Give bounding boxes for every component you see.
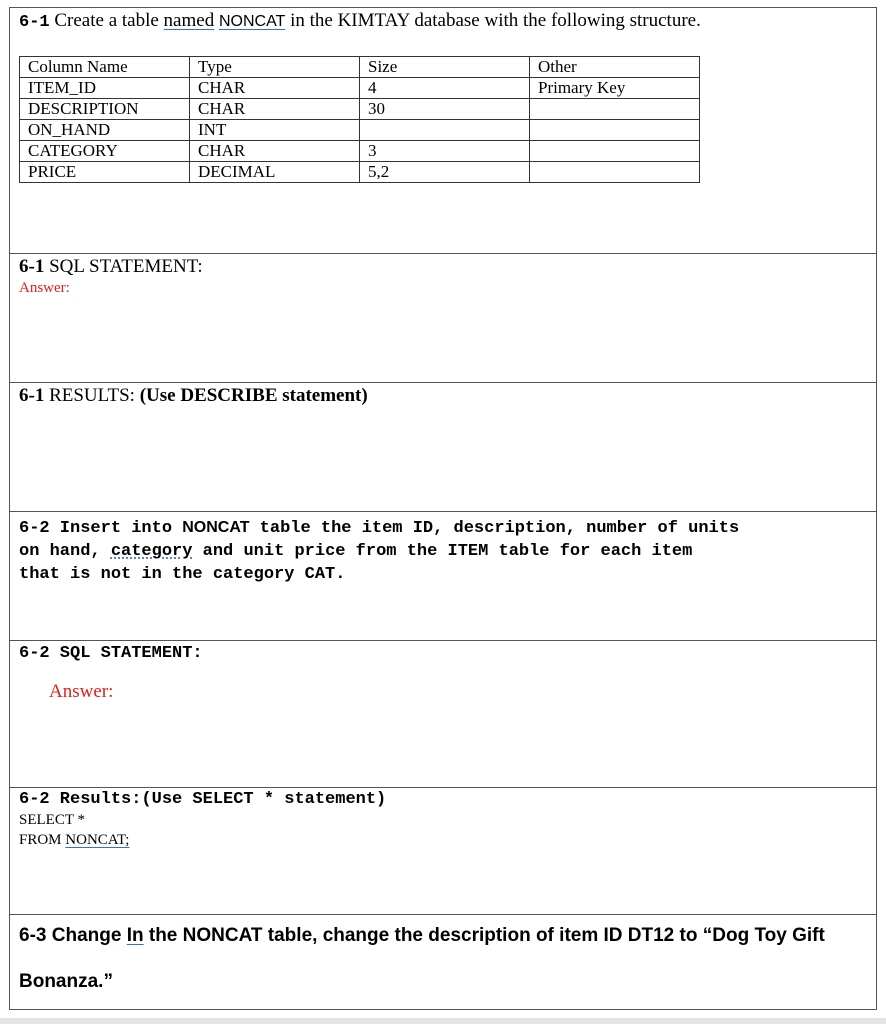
- table-cell: 3: [360, 141, 530, 162]
- table-cell: INT: [190, 120, 360, 141]
- table-cell: 4: [360, 78, 530, 99]
- section-6-1-sql: [10, 254, 876, 383]
- table-cell: CHAR: [190, 141, 360, 162]
- question-number: 6-1: [19, 385, 45, 406]
- answer-label: Answer:: [19, 280, 70, 296]
- table-cell: DECIMAL: [190, 162, 360, 183]
- question-text: named: [163, 10, 215, 31]
- table-cell: ITEM_ID: [20, 78, 190, 99]
- section-heading: [19, 256, 203, 278]
- question-6-3: 6-3 Change In the NONCAT table, change the description of item ID DT12 to “Dog Toy Gift: [19, 925, 825, 946]
- bottom-scroll-strip: [0, 1018, 886, 1024]
- question-line: on hand, category and unit price from the ITEM table for each item: [19, 542, 693, 561]
- table-cell: [530, 99, 700, 120]
- table-cell: CHAR: [190, 78, 360, 99]
- table-row: [20, 141, 700, 162]
- question-text: Create a table: [49, 10, 164, 31]
- worksheet: [9, 7, 877, 1010]
- header-cell: Type: [190, 57, 360, 78]
- question-text: in the KIMTAY database with the following structure.: [285, 10, 701, 31]
- table-cell: Primary Key: [530, 78, 700, 99]
- table-cell: ON_HAND: [20, 120, 190, 141]
- table-header-row: [20, 57, 700, 78]
- table-name: NONCAT: [218, 13, 286, 30]
- table-row: [20, 99, 700, 120]
- table-name: NONCAT: [182, 519, 250, 536]
- question-line: that is not in the category CAT.: [19, 565, 346, 584]
- section-heading: 6-2 Results:(Use SELECT * statement): [19, 790, 387, 809]
- results-area[interactable]: [19, 413, 867, 507]
- table-row: [20, 78, 700, 99]
- table-cell: [530, 162, 700, 183]
- question-number: 6-1: [19, 256, 45, 277]
- sql-line: SELECT *: [19, 812, 85, 828]
- answer-label: Answer:: [49, 681, 114, 702]
- table-row: [20, 162, 700, 183]
- section-6-1-prompt: [10, 8, 876, 254]
- heading-label: RESULTS:: [44, 385, 140, 406]
- section-6-1-results: [10, 383, 876, 512]
- table-cell: CATEGORY: [20, 141, 190, 162]
- table-name: NONCAT;: [65, 832, 130, 848]
- section-heading: [19, 385, 368, 407]
- table-cell: [530, 141, 700, 162]
- table-cell: DESCRIPTION: [20, 99, 190, 120]
- header-cell: Column Name: [20, 57, 190, 78]
- heading-instruction: (Use DESCRIBE statement): [139, 385, 368, 406]
- header-cell: Other: [530, 57, 700, 78]
- section-heading: 6-2 SQL STATEMENT:: [19, 644, 203, 663]
- table-cell: 5,2: [360, 162, 530, 183]
- question-6-2: [19, 516, 739, 586]
- header-cell: Size: [360, 57, 530, 78]
- table-row: [20, 120, 700, 141]
- answer-area[interactable]: [19, 300, 867, 378]
- table-cell: CHAR: [190, 99, 360, 120]
- question-number: 6-1: [19, 13, 50, 32]
- question-6-3-line2: Bonanza.”: [19, 971, 113, 992]
- section-6-2-prompt: [10, 512, 876, 641]
- question-6-1: [19, 10, 701, 32]
- section-6-3: [10, 915, 876, 1009]
- answer-area[interactable]: [19, 709, 867, 783]
- question-line: 6-2 Insert into NONCAT table the item ID, description, number of units: [19, 519, 740, 538]
- table-cell: [360, 120, 530, 141]
- structure-table: [19, 56, 700, 183]
- sql-line: FROM NONCAT;: [19, 832, 130, 848]
- table-cell: [530, 120, 700, 141]
- heading-label: SQL STATEMENT:: [44, 256, 203, 277]
- table-cell: 30: [360, 99, 530, 120]
- section-6-2-results: [10, 788, 876, 915]
- table-cell: PRICE: [20, 162, 190, 183]
- section-6-2-sql: [10, 641, 876, 788]
